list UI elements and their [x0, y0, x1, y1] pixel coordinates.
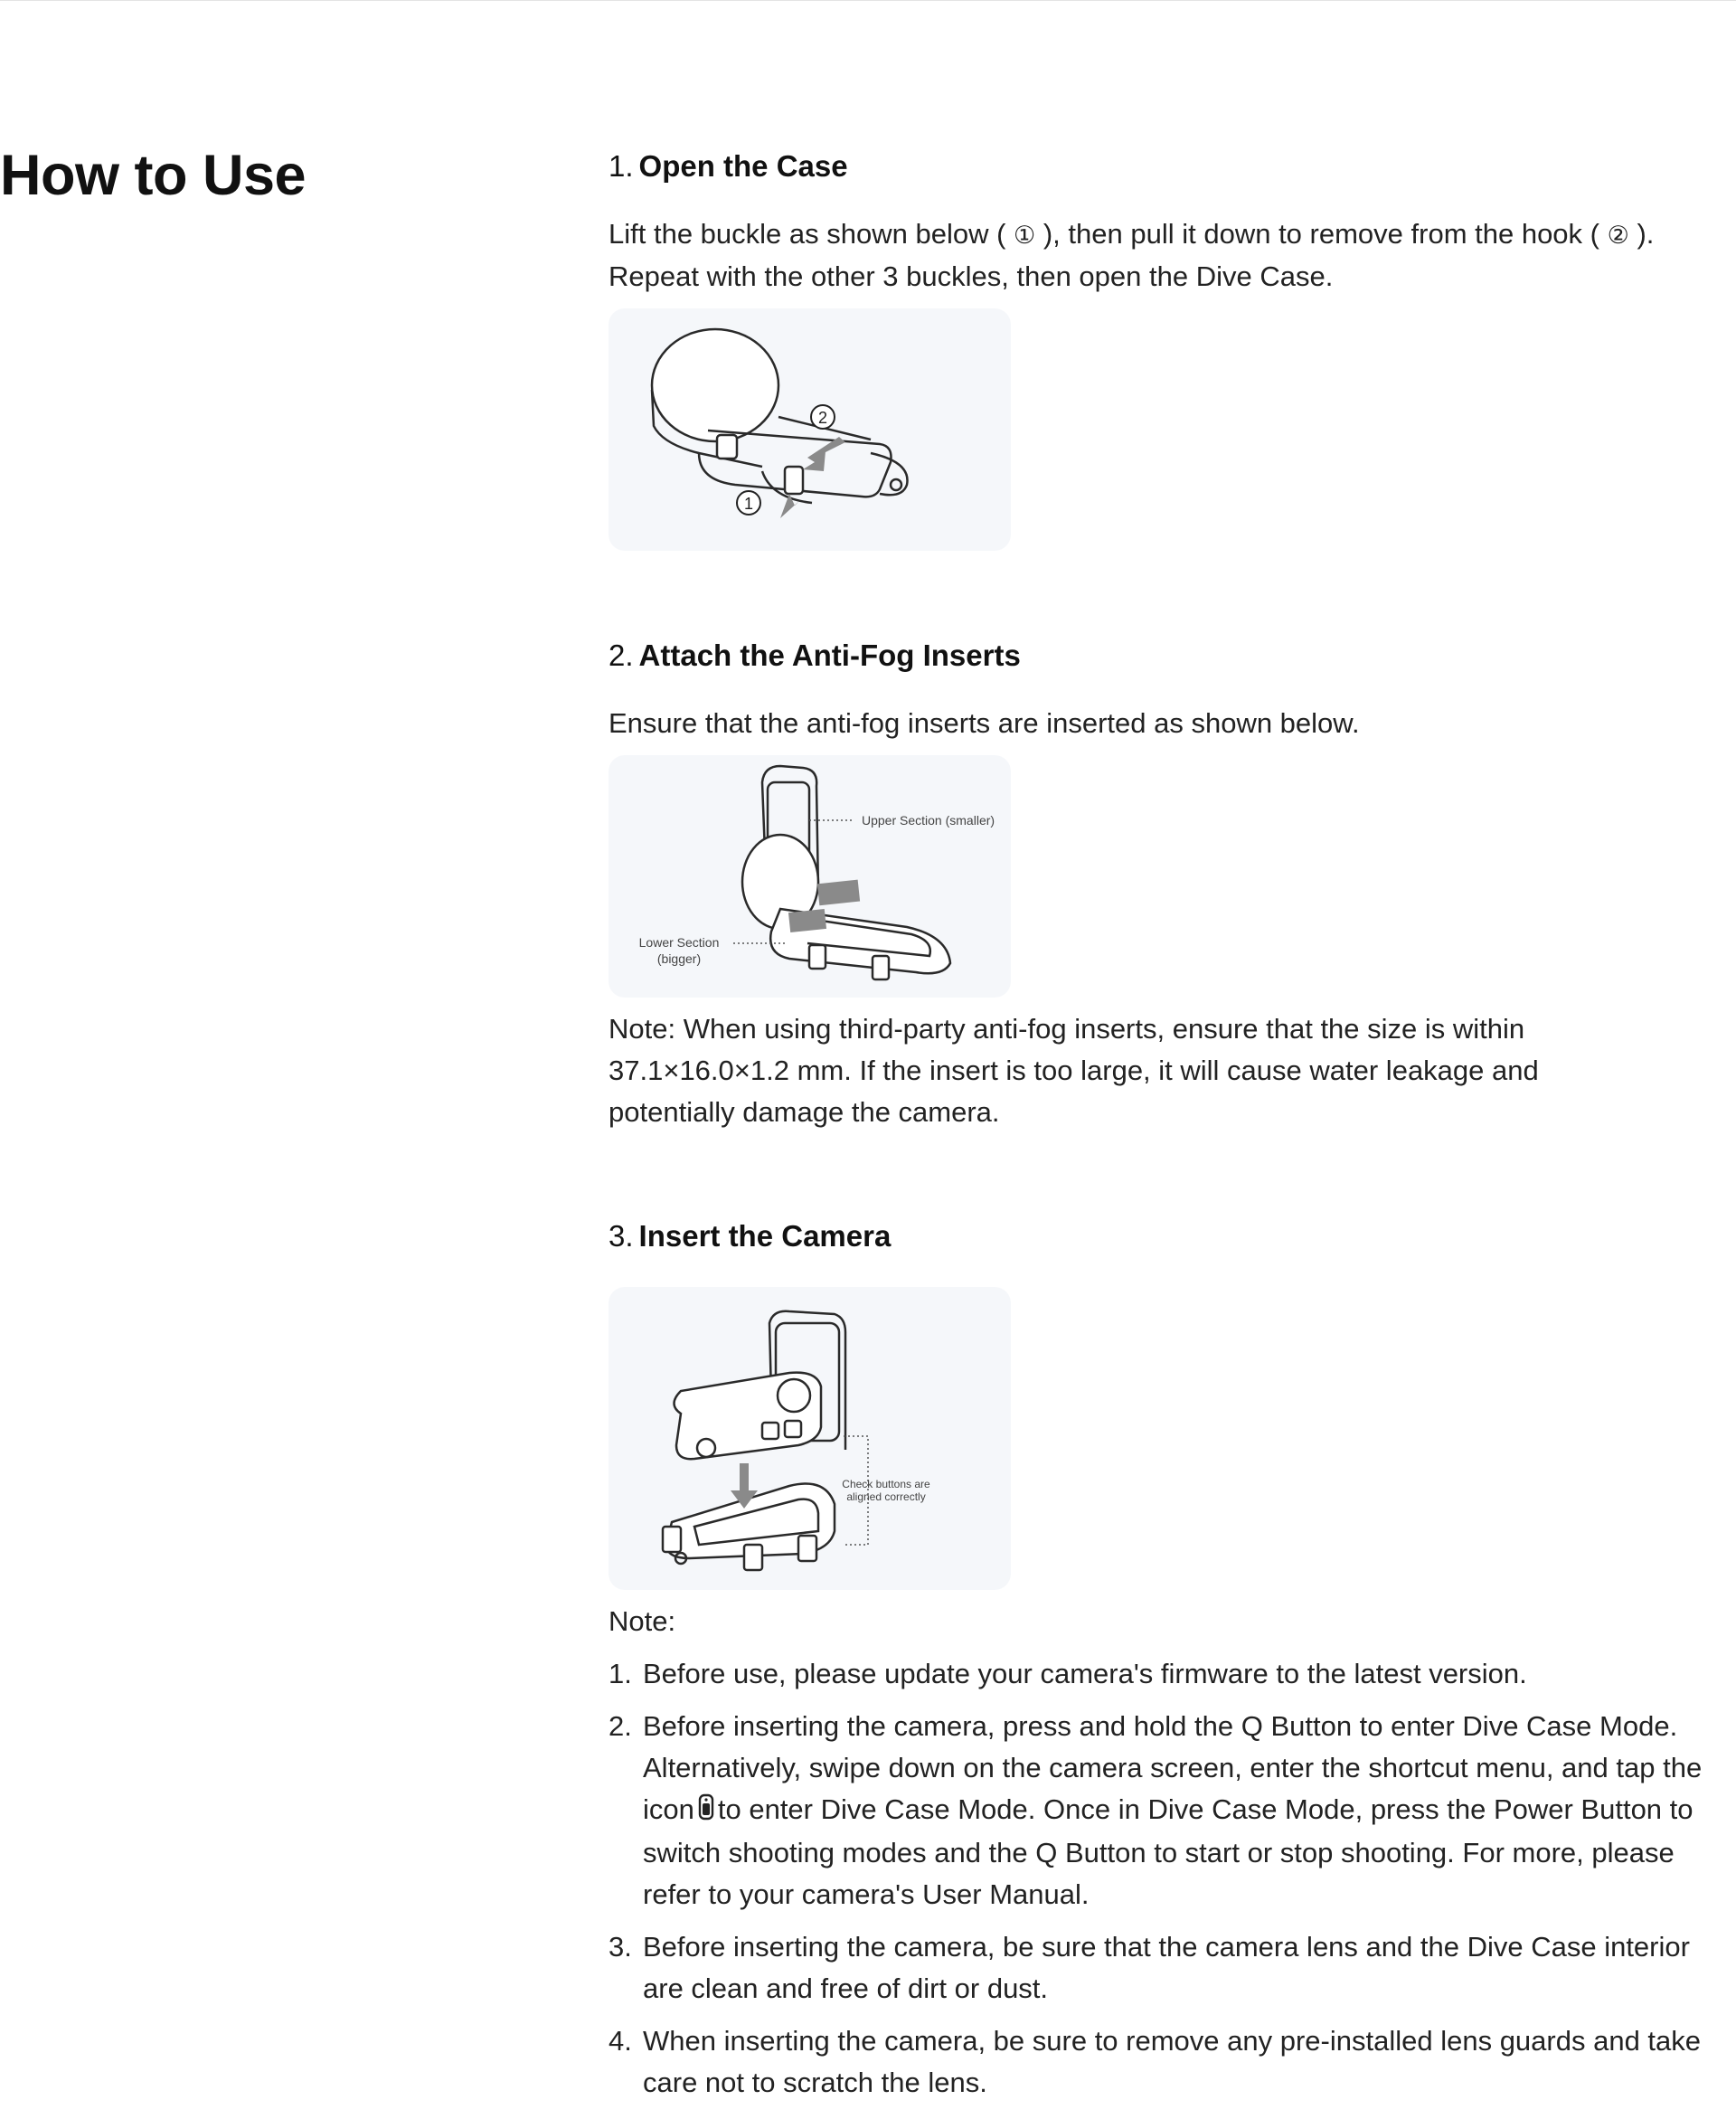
- notes-list: [609, 1653, 1721, 2104]
- label-check-buttons: Check buttons are: [842, 1478, 930, 1490]
- list-item: 4. When inserting the camera, be sure to remove any pre-installed lens guards and take care not to scratch the lens.: [609, 2024, 1702, 2098]
- top-divider: [0, 0, 1736, 1]
- how-to-use-content: [609, 145, 1721, 2114]
- step-insert-camera: [609, 1215, 1721, 2104]
- note-heading: Note:: [609, 1605, 676, 1637]
- list-item: 1. Before use, please update your camera's firmware to the latest version.: [609, 1658, 1527, 1689]
- step-description: Lift the buckle as shown below ( ① ), then pull it down to remove from the hook ( ② ). Repeat with the other 3 buckles, then open the Dive Case.: [609, 218, 1655, 292]
- step-anti-fog: [609, 634, 1721, 1133]
- label-aligned-correctly: aligned correctly: [846, 1490, 926, 1503]
- callout-2: [811, 405, 835, 429]
- step-title: 1. Open the Case: [609, 149, 848, 183]
- label-lower-section: Lower Section: [638, 935, 720, 950]
- svg-text:1: 1: [743, 495, 754, 513]
- label-upper-section: Upper Section (smaller): [862, 813, 995, 828]
- step-description: Ensure that the anti-fog inserts are inserted as shown below.: [609, 707, 1360, 739]
- svg-text:2: 2: [817, 409, 828, 427]
- step-title: 2. Attach the Anti-Fog Inserts: [609, 639, 1021, 672]
- list-item: 2. Before inserting the camera, press and hold the Q Button to enter Dive Case Mode. Alternatively, swipe down on the camera screen, enter the shortcut menu, and tap the icon to enter Dive Case Mode. Once in Dive Case Mode, press the Power Button to switch shooting modes and the Q Button to start or stop shooting. For more, please refer to your camera's User Manual.: [609, 1710, 1703, 1910]
- callout-1: [737, 491, 760, 515]
- circled-number: ①: [1014, 222, 1036, 249]
- open-case-illustration: [609, 308, 1011, 551]
- label-lower-section-size: (bigger): [656, 951, 702, 966]
- step-title: 3. Insert the Camera: [609, 1219, 892, 1253]
- anti-fog-note: Note: When using third-party anti-fog inserts, ensure that the size is within 37.1×16.0×1.2 mm. If the insert is too large, it will cause water leakage and potentially damage the camera.: [609, 1013, 1539, 1128]
- page-title: How to Use: [0, 144, 307, 207]
- anti-fog-illustration: [609, 755, 1011, 998]
- step-open-case: [609, 145, 1721, 551]
- list-item: 3. Before inserting the camera, be sure that the camera lens and the Dive Case interior are clean and free of dirt or dust.: [609, 1930, 1690, 2004]
- circled-number: ②: [1607, 222, 1629, 249]
- dive-case-mode-icon: [698, 1791, 714, 1832]
- insert-camera-illustration: [609, 1287, 1011, 1590]
